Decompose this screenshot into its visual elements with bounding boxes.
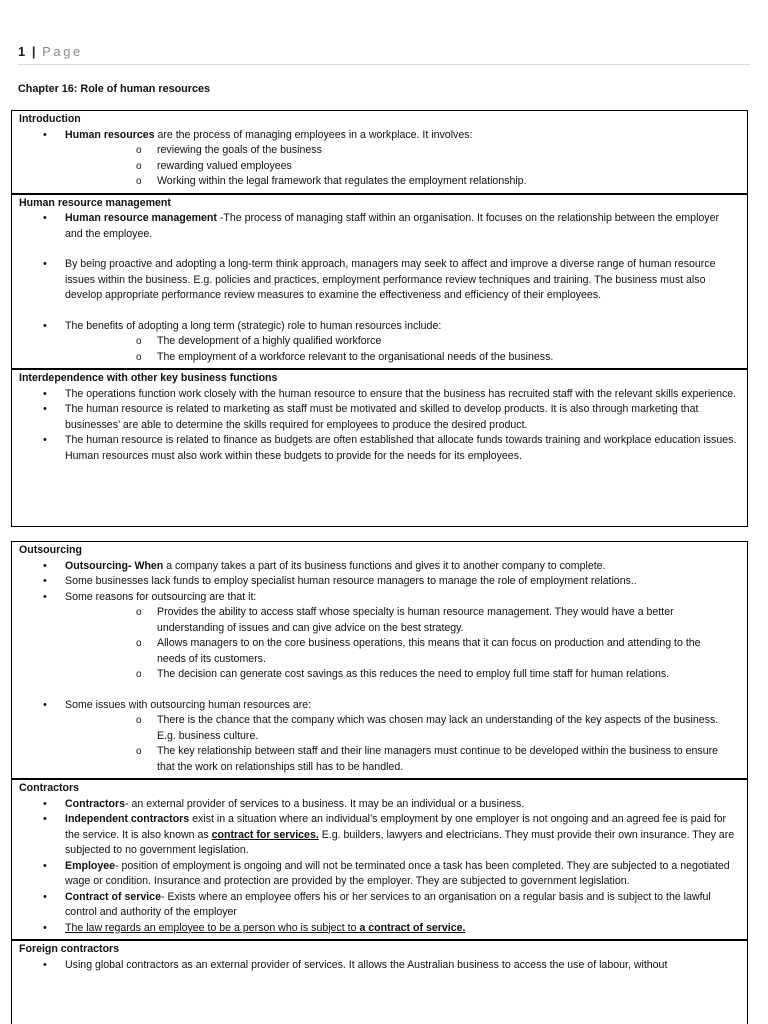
notes-box-1 [11,110,748,527]
bullet-item: • Some businesses lack funds to employ specialist human resource managers to manage the role of employment relations.. [19,574,747,590]
page-label: Page [42,44,83,59]
sub-bullet-item: o The decision can generate cost savings as this reduces the need to employ full time staff for human relations. [65,667,739,683]
bullet-text: Some issues with outsourcing human resources are: [65,698,312,711]
underlined-term: contract for services. [211,828,319,841]
sub-bullet-item: o The development of a highly qualified workforce [65,334,739,350]
bold-term: Outsourcing- When [65,559,164,572]
bullet-text: The benefits of adopting a long term (strategic) role to human resources include: [65,319,442,332]
bold-term: Employee [65,859,116,872]
bullet-item: • Using global contractors as an external provider of services. It allows the Australian business to access the use of labour, without [19,958,747,974]
bullet-item [19,128,747,190]
bullet-text: exist in a situation where an individual’s employment by one employer is not ongoing and an agreed fee is paid for the service. It is also known as [65,813,727,841]
bold-term: Human resources [65,128,155,141]
sub-bullet-item: o Working within the legal framework that regulates the employment relationship. [65,174,739,190]
section-title: Outsourcing [19,544,82,556]
sub-bullet-item: o There is the chance that the company which was chosen may lack an understanding of the key aspects of the business. E.g. business culture. [65,713,739,744]
sub-bullet-item: o reviewing the goals of the business [65,143,739,159]
bullet-item [19,859,747,890]
section-title: Contractors [19,782,80,794]
bullet-text: - an external provider of services to a business. It may be an individual or a business. [125,797,525,810]
header-rule [18,64,750,65]
chapter-title: Chapter 16: Role of human resources [18,83,210,95]
bullet-item [19,812,747,859]
sub-bullet-item: o rewarding valued employees [65,159,739,175]
bullet-item [19,559,747,575]
bullet-item: • The operations function work closely with the human resource to ensure that the business has recruited staff with the relevant skills experience. [19,387,747,403]
bullet-item: • By being proactive and adopting a long-term think approach, managers may seek to affect and improve a diverse range of human resource issues within the business. E.g. policies and practices, employment performance review techniques and training. The business must also develop appropriate performance review measures to examine the effectiveness and efficiency of their employees. [19,257,747,304]
bullet-item [19,211,747,242]
section-hrm [12,193,747,369]
notes-box-2 [11,541,748,1024]
section-title: Introduction [19,113,81,125]
bullet-text: a company takes a part of its business functions and gives it to another company to complete. [163,559,606,572]
bullet-item [19,921,747,937]
bullet-text: Some reasons for outsourcing are that it: [65,590,257,603]
bullet-item [19,797,747,813]
section-title: Human resource management [19,196,171,209]
underlined-text: The law regards an employee to be a person who is subject to [65,921,360,934]
bullet-item: • The human resource is related to finance as budgets are often established that allocate funds towards training and workplace education issues. Human resources must also work within these budgets to provide for the needs for its employees. [19,433,747,464]
sub-bullet-item: o The key relationship between staff and their line managers must continue to be developed within the business to ensure that the work on relationships still has to be handled. [65,744,739,775]
page-separator: | [31,44,36,59]
section-interdependence [12,368,747,467]
section-title: Interdependence with other key business functions [19,372,278,384]
bullet-item [19,319,747,366]
section-contractors [12,778,747,939]
bullet-item [19,590,747,683]
bullet-text: - Exists where an employee offers his or her services to an organisation on a regular basis and is subject to the lawful control and authority of the employer [65,890,711,918]
section-introduction [12,111,747,193]
bullet-item [19,698,747,776]
bullet-item [19,890,747,921]
section-outsourcing [12,542,747,778]
section-foreign-contractors [12,939,747,976]
page-header [18,44,83,59]
bullet-text: E.g. builders, lawyers and electricians. They must provide their own insurance. They are subjected to no government legislation. [65,828,735,856]
bold-term: Human resource management [65,212,217,224]
bullet-item: • The human resource is related to marketing as staff must be motivated and skilled to develop products. It is also through marketing that businesses’ are able to determine the skills required for employees to produce the desired product. [19,402,747,433]
page-number: 1 [18,44,26,59]
section-title: Foreign contractors [19,943,120,955]
underlined-term: a contract of service. [359,921,466,934]
sub-bullet-item: o The employment of a workforce relevant to the organisational needs of the business. [65,350,739,366]
bullet-text: are the process of managing employees in a workplace. It involves: [154,128,473,141]
sub-bullet-item: o Allows managers to on the core business operations, this means that it can focus on production and attending to the needs of its customers. [65,636,739,667]
bullet-text: -The process of managing staff within an organisation. It focuses on the relationship between the employer and the employee. [65,212,720,240]
bullet-text: - position of employment is ongoing and will not be terminated once a task has been completed. They are subjected to a negotiated wage or condition. Insurance and protection are provided by the employer. They are subjected to government legislation. [65,859,730,887]
bold-term: Independent contractors [65,813,190,825]
bold-term: Contract of service [65,890,161,903]
bold-term: Contractors [65,797,126,810]
sub-bullet-item: o Provides the ability to access staff whose specialty is human resource management. They would have a better understanding of issues and can give advice on the best strategy. [65,605,739,636]
